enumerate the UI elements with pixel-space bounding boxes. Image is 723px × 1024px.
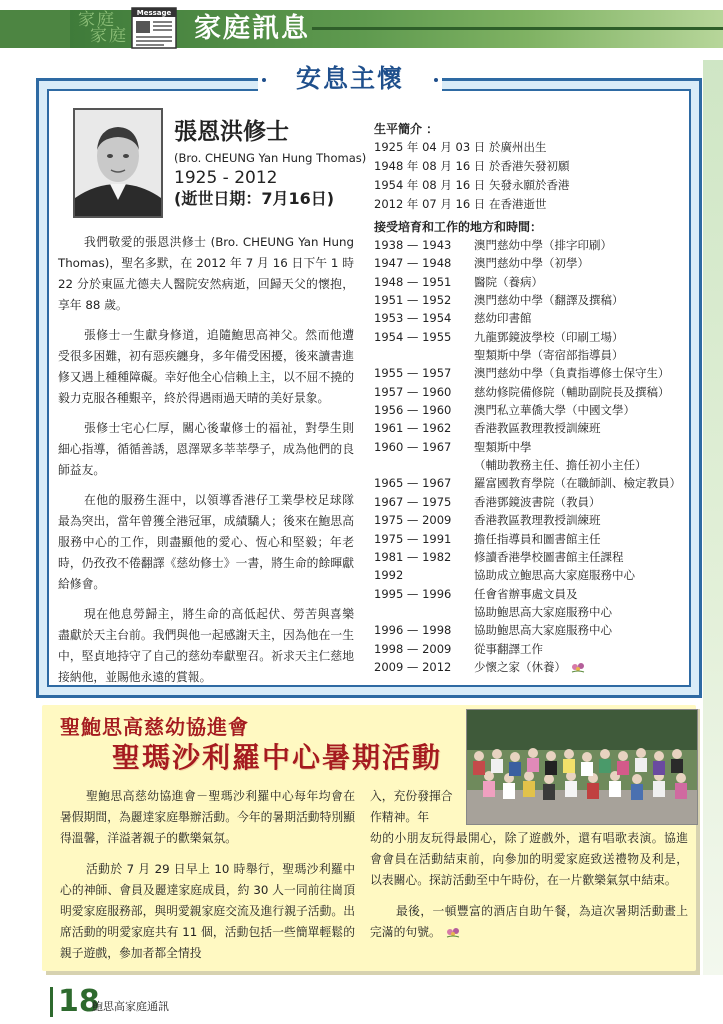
career-years xyxy=(374,603,474,621)
publication-name: 鮑思高家庭通訊 xyxy=(92,1000,169,1013)
career-row xyxy=(374,346,694,364)
profile-item: 1925 年 04 月 03 日 於廣州出生 xyxy=(374,140,547,154)
obituary-paragraph: 現在他息勞歸主，將生命的高低起伏、勞苦與喜樂盡獻於天主台前。我們與他一起感謝天主，因為他在一生中，堅貞地持守了自己的慈幼奉獻聖召。祈求天主仁慈地接納他，並賜他永遠的賞報。 xyxy=(58,607,354,684)
career-place-text: 少懷之家（休養） xyxy=(474,659,566,674)
career-row xyxy=(374,585,694,603)
career-place: 擔任指導員和圖書館主任 xyxy=(474,531,601,546)
career-row xyxy=(374,328,694,346)
page-number: 18 xyxy=(58,984,100,1019)
career-years: 1975 — 2009 xyxy=(374,513,452,528)
portrait-illustration xyxy=(75,110,161,216)
career-years: 1992 xyxy=(374,568,404,583)
summer-column-2 xyxy=(370,828,688,952)
summer-paragraph: 幼的小朋友玩得最開心，除了遊戲外，還有唱歌表演。協進會會員在活動結束前，向參加的明愛家庭致送禮物及利是，以表關心。探訪活動至中午時份，在一片歡樂氣氛中結束。 xyxy=(370,831,688,888)
career-years: 1948 — 1951 xyxy=(374,274,452,289)
career-place: 澳門私立華僑大學（中國文學） xyxy=(474,403,635,418)
profile-item: 1954 年 08 月 16 日 矢發永願於香港 xyxy=(374,178,570,192)
career-place: 醫院（養病） xyxy=(474,274,543,289)
career-row xyxy=(374,401,694,419)
career-place: 香港鄧鏡波書院（教員） xyxy=(474,494,601,509)
career-years: 1995 — 1996 xyxy=(374,586,452,601)
career-place: 香港教區教理教授訓練班 xyxy=(474,513,601,528)
obituary-title: 安息主懷 xyxy=(258,62,442,96)
career-place: 羅富國教育學院（在職師訓、檢定教員） xyxy=(474,476,681,491)
flower-ornament-icon xyxy=(445,926,461,938)
obituary-body xyxy=(58,232,354,697)
career-row xyxy=(374,621,694,639)
career-place: 澳門慈幼中學（負責指導修士保守生） xyxy=(474,366,670,381)
obituary-paragraph: 張修士一生獻身修道，追隨鮑思高神父。然而他遭受很多困難，初有惡疾纏身，多年備受困擾，後來讀書進修又遇上種種障礙。幸好他全心信賴上主，以不屈不撓的毅力克服各種艱辛，終於得遇雨過天晴的美好景象。 xyxy=(58,328,354,405)
career-years: 1947 — 1948 xyxy=(374,256,452,271)
career-place: 慈幼修院備修院（輔助副院長及撰稿） xyxy=(474,384,670,399)
career-row xyxy=(374,640,694,658)
ghost-text-1: 家庭 xyxy=(78,10,116,30)
career-years: 1955 — 1957 xyxy=(374,366,452,381)
summer-paragraph: 活動於 7 月 29 日早上 10 時舉行，聖瑪沙利羅中心的神師、會員及麗達家庭成員，約 30 人一同前往崗頂明愛家庭服務部，與明愛親家庭交流及進行親子活動。出席活動的明愛家庭共有 11 個，活動包括一些簡單輕鬆的親子遊戲，參加者都全情投 xyxy=(60,861,355,961)
date-of-death: (逝世日期：7月16日) xyxy=(174,189,335,208)
career-years: 1938 — 1943 xyxy=(374,238,452,252)
career-place: 聖類斯中學（寄宿部指導員） xyxy=(474,348,624,363)
career-place: 香港教區教理教授訓練班 xyxy=(474,421,601,436)
profile-heading: 生平簡介 ： xyxy=(374,122,439,136)
career-years: 1965 — 1967 xyxy=(374,476,452,491)
career-years: 1953 — 1954 xyxy=(374,311,452,326)
page-header xyxy=(0,0,723,60)
career-place: 慈幼印書館 xyxy=(474,311,532,326)
career-place: 澳門慈幼中學（初學） xyxy=(474,256,589,271)
career-years xyxy=(374,456,474,474)
career-years: 1954 — 1955 xyxy=(374,329,452,344)
career-row xyxy=(374,493,694,511)
career-place: （輔助教務主任、擔任初小主任） xyxy=(474,458,647,473)
career-row xyxy=(374,658,694,676)
career-years: 1956 — 1960 xyxy=(374,403,452,418)
ghost-text-2: 家庭 xyxy=(90,26,128,46)
name-chinese: 張恩洪修士 xyxy=(174,119,289,145)
career-years: 1967 — 1975 xyxy=(374,494,452,509)
career-years xyxy=(374,346,474,364)
career-years: 2009 — 2012 xyxy=(374,659,452,674)
career-years: 1957 — 1960 xyxy=(374,384,452,399)
summer-column-2-top: 入，充份發揮合作精神。年 xyxy=(370,789,453,825)
career-place: 協助成立鮑思高大家庭服務中心 xyxy=(474,568,635,583)
career-row xyxy=(374,603,694,621)
career-row xyxy=(374,291,694,309)
career-place: 從事翻譯工作 xyxy=(474,641,543,656)
name-english: (Bro. CHEUNG Yan Hung Thomas) xyxy=(174,151,367,165)
career-row xyxy=(374,511,694,529)
summer-title: 聖瑪沙利羅中心暑期活動 xyxy=(112,741,443,774)
obituary-paragraph: 在他的服務生涯中，以領導香港仔工業學校足球隊最為突出，當年曾獲全港冠軍，成績驕人；後來在鮑思高服務中心的工作，則盡顯他的愛心、恆心和堅毅；年老時，仍孜孜不倦翻譯《慈幼修士》一書，將生命的餘暉獻給修會。 xyxy=(58,493,354,591)
profile-list xyxy=(374,138,569,214)
career-row xyxy=(374,236,694,254)
career-row xyxy=(374,456,694,474)
career-row xyxy=(374,530,694,548)
message-newspaper-icon xyxy=(128,6,180,50)
header-left-block xyxy=(0,10,75,48)
career-row xyxy=(374,419,694,437)
career-place: 九龍鄧鏡波學校（印刷工場） xyxy=(474,329,624,344)
career-list xyxy=(374,236,694,676)
career-place: 聖類斯中學 xyxy=(474,439,532,454)
career-years: 1998 — 2009 xyxy=(374,641,452,656)
summer-paragraph xyxy=(370,901,688,943)
career-place xyxy=(474,658,694,676)
obituary-paragraph: 張修士宅心仁厚，關心後輩修士的福祉，對學生則細心指導，循循善誘，恩澤眾多莘莘學子，成為他們的良師益友。 xyxy=(58,421,354,477)
obituary-paragraph: 我們敬愛的張恩洪修士 (Bro. CHEUNG Yan Hung Thomas)，聖名多默，在 2012 年 7 月 16 日下午 1 時 22 分於東區尤德夫人醫院安然病逝，回歸天父的懷抱，享年 88 歲。 xyxy=(58,235,354,312)
profile-item: 1948 年 08 月 16 日 於香港矢發初願 xyxy=(374,159,570,173)
career-place: 修讀香港學校圖書館主任課程 xyxy=(474,549,624,564)
career-years: 1996 — 1998 xyxy=(374,623,452,638)
message-icon-label: Message xyxy=(136,9,172,17)
career-years: 1961 — 1962 xyxy=(374,421,452,436)
career-place: 任會省辦事處文員及 xyxy=(474,586,578,601)
career-row xyxy=(374,364,694,382)
summer-column-1 xyxy=(60,786,355,974)
career-heading: 接受培育和工作的地方和時間： xyxy=(374,220,543,234)
career-row xyxy=(374,254,694,272)
career-years: 1975 — 1991 xyxy=(374,531,452,546)
career-row xyxy=(374,383,694,401)
header-ghost-text xyxy=(78,12,128,44)
career-years: 1960 — 1967 xyxy=(374,439,452,454)
portrait-photo xyxy=(73,108,163,218)
summer-paragraph-text: 最後，一頓豐富的酒店自助午餐，為這次暑期活動畫上完滿的句號。 xyxy=(370,903,688,939)
career-row xyxy=(374,309,694,327)
group-photo xyxy=(466,709,698,825)
career-years: 1981 — 1982 xyxy=(374,549,452,564)
right-green-strip xyxy=(703,60,723,975)
career-row xyxy=(374,566,694,584)
career-place: 澳門慈幼中學（翻譯及撰稿） xyxy=(474,293,624,308)
career-row xyxy=(374,474,694,492)
career-years: 1951 — 1952 xyxy=(374,293,452,308)
career-place: 協助鮑思高大家庭服務中心 xyxy=(474,623,612,638)
flower-ornament-icon xyxy=(570,661,586,673)
life-years: 1925 - 2012 xyxy=(174,168,278,188)
header-rule xyxy=(312,27,723,30)
career-row xyxy=(374,273,694,291)
section-title: 家庭訊息 xyxy=(194,13,310,44)
career-place: 協助鮑思高大家庭服務中心 xyxy=(474,604,612,619)
career-row xyxy=(374,548,694,566)
career-place: 澳門慈幼中學（排字印刷） xyxy=(474,238,612,252)
group-photo-illustration xyxy=(467,710,697,824)
profile-item: 2012 年 07 月 16 日 在香港逝世 xyxy=(374,197,547,211)
summer-paragraph: 聖鮑思高慈幼協進會－聖瑪沙利羅中心每年均會在暑假期間，為麗達家庭舉辦活動。今年的暑期活動特別顯得溫馨，洋溢著親子的歡樂氣氛。 xyxy=(60,789,355,846)
summer-organization: 聖鮑思高慈幼協進會 xyxy=(60,715,249,739)
career-row xyxy=(374,438,694,456)
